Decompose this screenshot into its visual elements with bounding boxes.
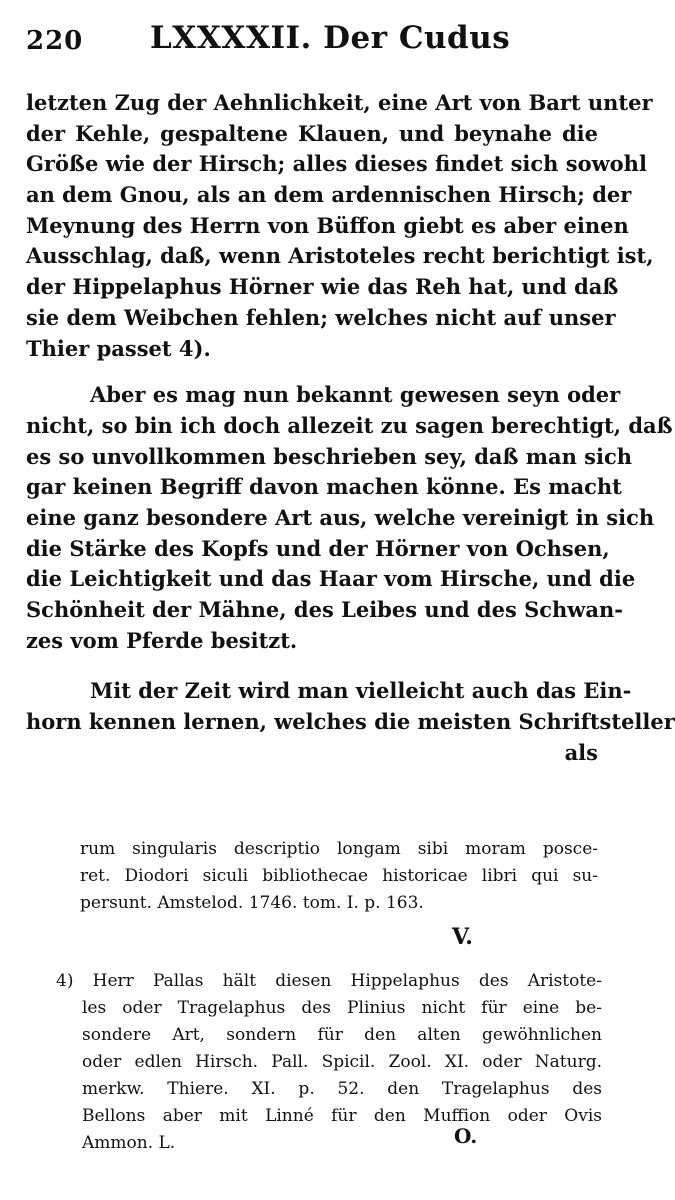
footnote-line: Bellons aber mit Linné für den Muffion oder Ovis bbox=[82, 1106, 602, 1126]
text-line: eine ganz besondere Art aus, welche vereinigt in sich bbox=[26, 504, 655, 530]
page-header bbox=[0, 18, 614, 58]
paragraph-3 bbox=[26, 676, 675, 768]
footnote-line: oder edlen Hirsch. Pall. Spicil. Zool. XI. oder Naturg. bbox=[82, 1052, 602, 1072]
paragraph-2 bbox=[26, 380, 673, 656]
page-number: 220 bbox=[26, 26, 84, 56]
text-line: gar keinen Begriff davon machen könne. Es macht bbox=[26, 474, 622, 500]
text-line: die Leichtigkeit und das Haar vom Hirsche, und die bbox=[26, 566, 636, 592]
text-line: letzten Zug der Aehnlichkeit, eine Art von Bart unter bbox=[26, 90, 653, 115]
text-line: der Kehle, gespaltene Klauen, und beynahe die bbox=[26, 120, 598, 146]
footnote-line: sondere Art, sondern für den alten gewöhnlichen bbox=[82, 1025, 602, 1045]
footnote-line: merkw. Thiere. XI. p. 52. den Tragelaphus des bbox=[82, 1079, 602, 1099]
text-line: nicht, so bin ich doch allezeit zu sagen berechtigt, daß bbox=[26, 412, 673, 438]
text-line: Größe wie der Hirsch; alles dieses findet sich sowohl bbox=[26, 151, 647, 177]
footnote-continued bbox=[80, 836, 598, 917]
catchword: als bbox=[564, 739, 598, 765]
paragraph-gap bbox=[26, 364, 598, 380]
paragraph-1 bbox=[26, 88, 654, 364]
signature-mark: O. bbox=[454, 1124, 478, 1148]
text-line: Aber es mag nun bekannt gewesen seyn oder bbox=[90, 382, 621, 408]
text-line: der Hippelaphus Hörner wie das Reh hat, und daß bbox=[26, 274, 619, 300]
text-line: Schönheit der Mähne, des Leibes und des Schwan- bbox=[26, 597, 623, 622]
footnote-catchword: V. bbox=[452, 924, 473, 950]
text-line: sie dem Weibchen fehlen; welches nicht auf unser bbox=[26, 304, 616, 330]
running-head: LXXXXII. Der Cudus bbox=[150, 20, 511, 56]
text-line: Thier passet 4). bbox=[26, 335, 211, 361]
footnote-line: Ammon. L. bbox=[82, 1133, 176, 1153]
text-line: es so unvollkommen beschrieben sey, daß man sich bbox=[26, 443, 633, 469]
footnote-line: rum singularis descriptio longam sibi moram posce- bbox=[80, 839, 598, 859]
footnote-line: persunt. Amstelod. 1746. tom. I. p. 163. bbox=[80, 893, 424, 913]
paragraph-gap bbox=[26, 656, 598, 676]
text-line: zes vom Pferde besitzt. bbox=[26, 627, 298, 653]
footnote-line: les oder Tragelaphus des Plinius nicht für eine be- bbox=[82, 998, 602, 1018]
footnote-line: ret. Diodori siculi bibliothecae historicae libri qui su- bbox=[80, 866, 598, 886]
text-line: die Stärke des Kopfs und der Hörner von Ochsen, bbox=[26, 535, 610, 561]
text-line: horn kennen lernen, welches die meisten Schriftsteller bbox=[26, 709, 675, 735]
text-line: Ausschlag, daß, wenn Aristoteles recht berichtigt ist, bbox=[26, 243, 654, 269]
main-text bbox=[26, 88, 675, 768]
footnote-4 bbox=[56, 968, 602, 1157]
text-line: an dem Gnou, als an dem ardennischen Hirsch; der bbox=[26, 182, 632, 208]
text-line: Meynung des Herrn von Büffon giebt es aber einen bbox=[26, 212, 629, 238]
footnote-line: 4) Herr Pallas hält diesen Hippelaphus des Aristote- bbox=[56, 971, 602, 991]
text-line: Mit der Zeit wird man vielleicht auch das Ein- bbox=[90, 678, 632, 704]
